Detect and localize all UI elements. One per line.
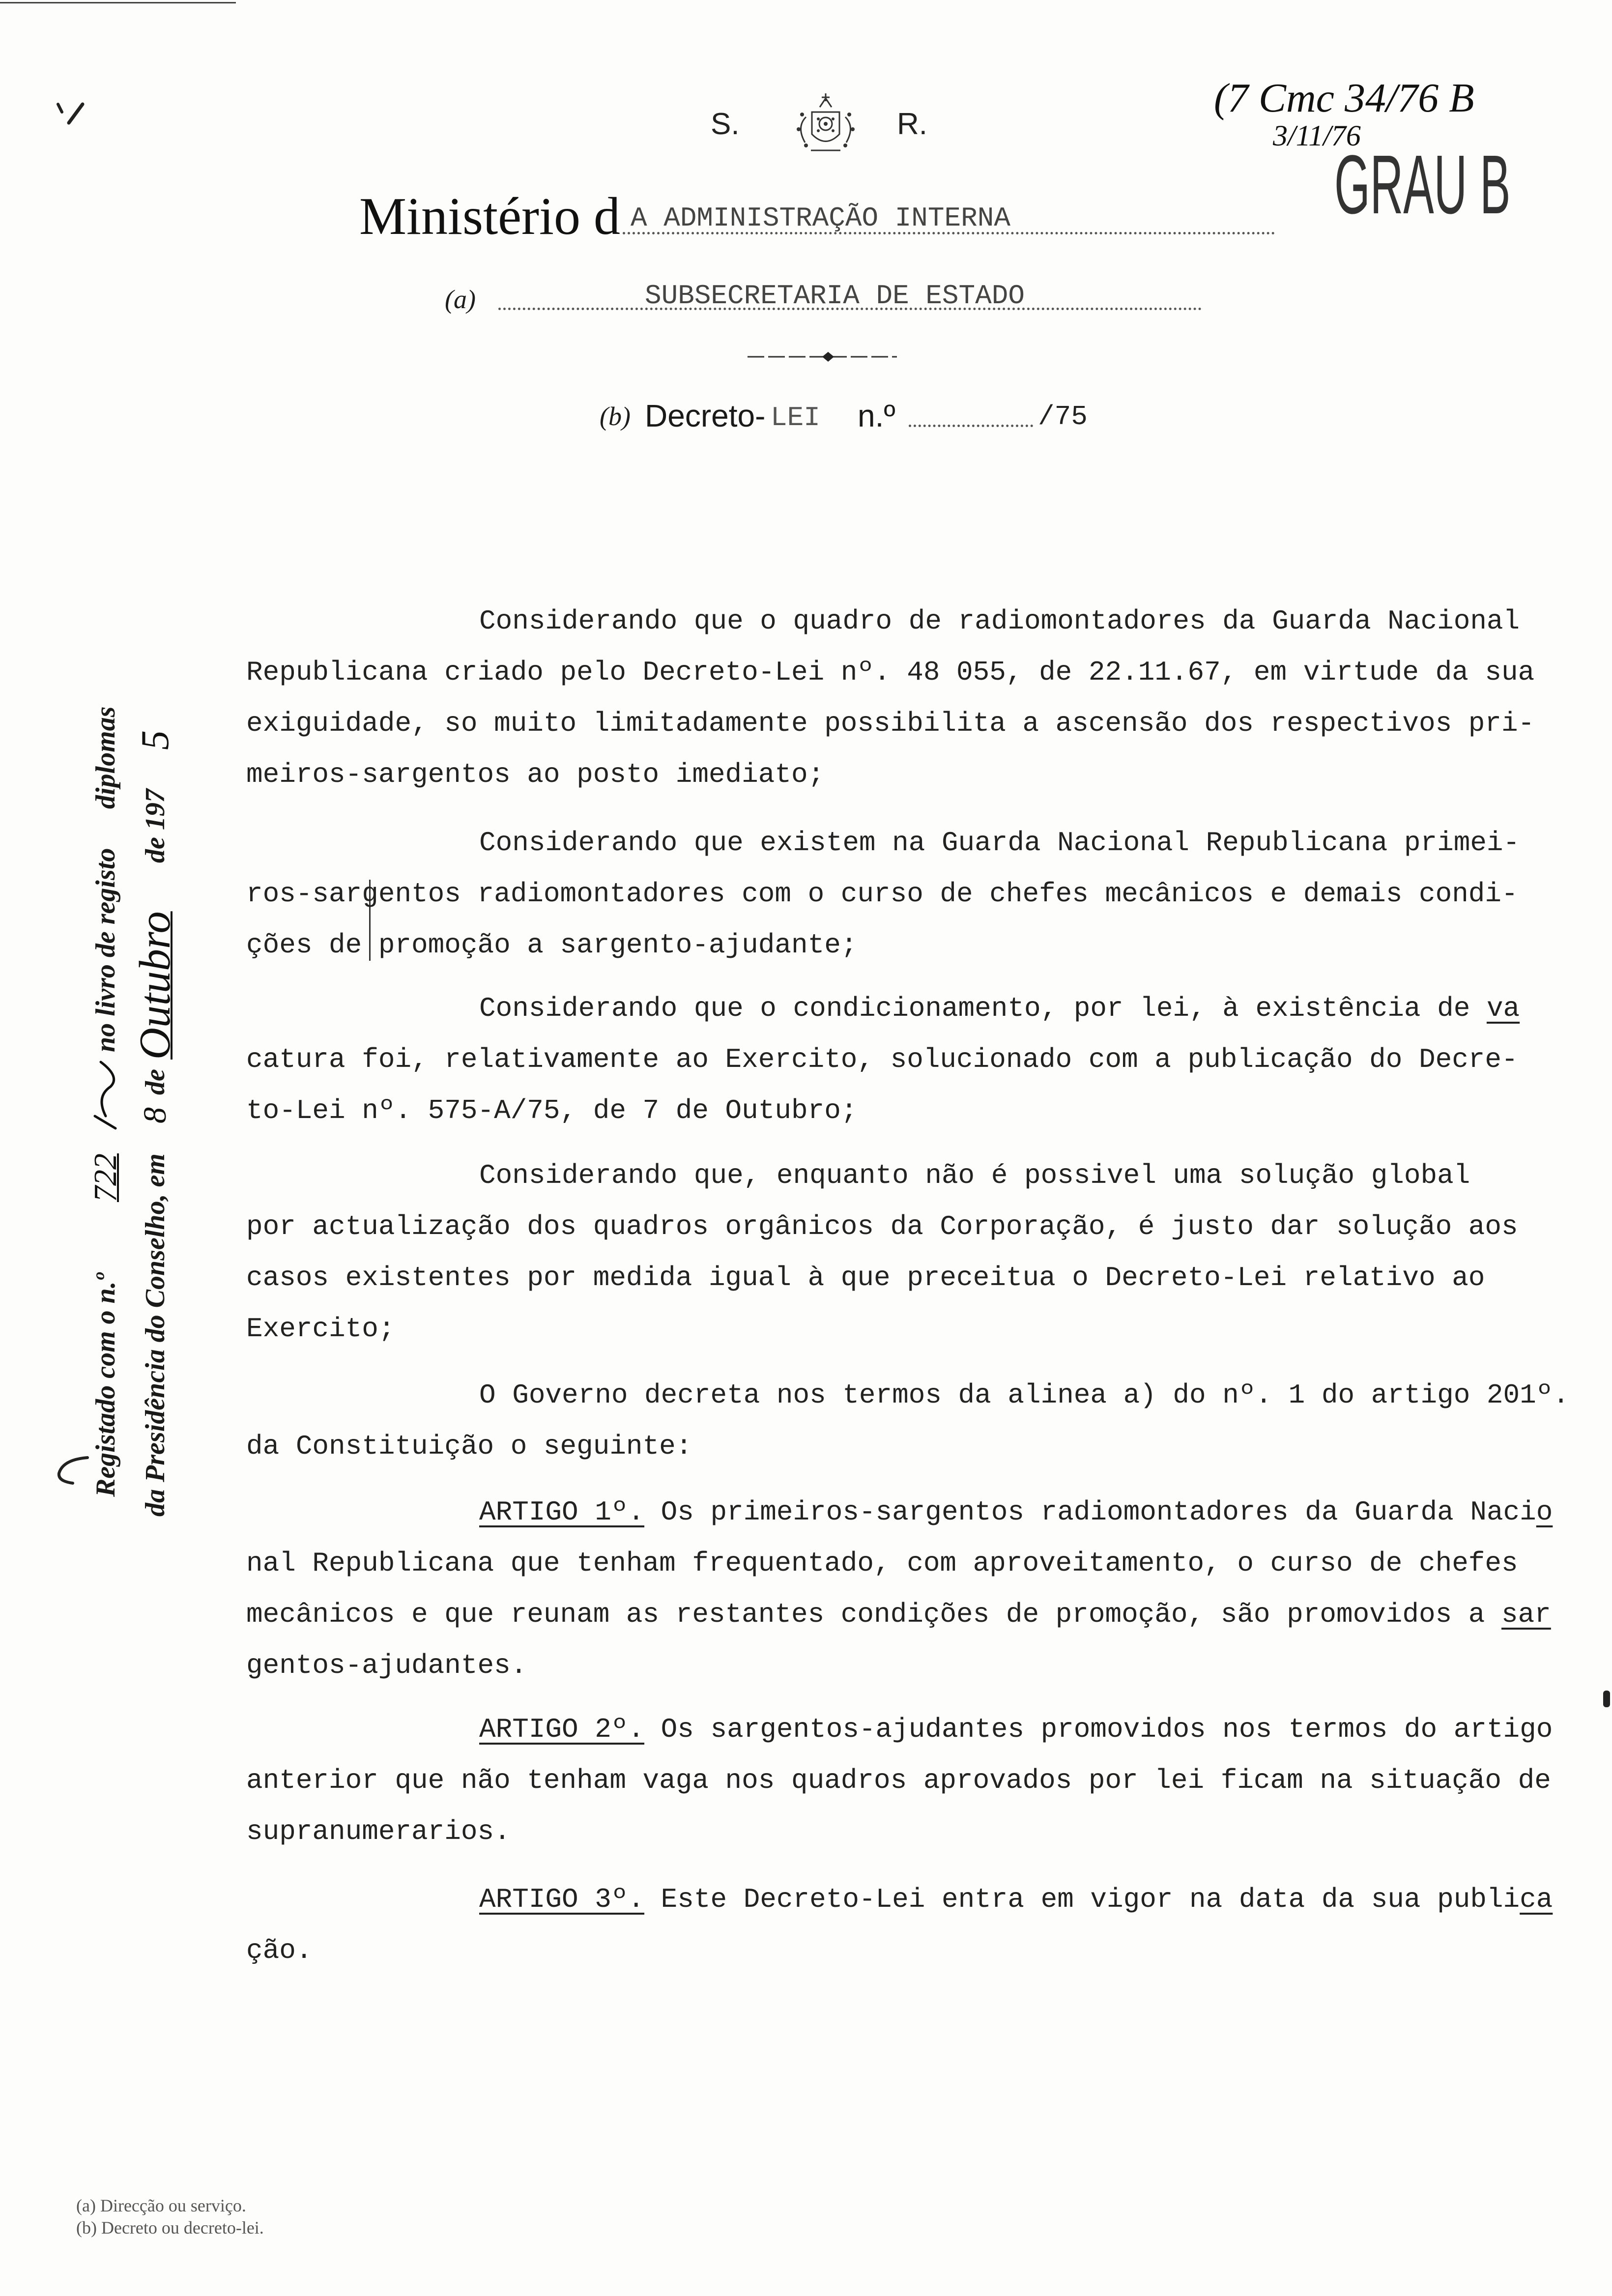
article-heading: ARTIGO 2º. [479, 1714, 645, 1745]
decree-label: Decreto- [645, 398, 766, 433]
footnote-marker-b: (b) [600, 402, 631, 431]
text-line: supranumerarios. [246, 1816, 511, 1847]
text-segment: Este Decreto-Lei entra em vigor na data da sua publi [644, 1884, 1520, 1915]
text-line: exiguidade, so muito limitadamente possibilita a ascensão dos respectivos pri- [246, 708, 1535, 739]
registration-day-handwritten: 8 [137, 1107, 173, 1123]
ministry-name: A ADMINISTRAÇÃO INTERNA [631, 202, 1010, 234]
footnote-marker-a: (a) [445, 285, 476, 314]
text-line: anterior que não tenham vaga nos quadros aprovados por lei ficam na situação de [246, 1765, 1551, 1796]
handwritten-reference: (7 Cmc 34/76 B [1214, 75, 1474, 121]
text-line [479, 1704, 1593, 1755]
registration-year-digit-handwritten: 5 [134, 730, 177, 750]
top-edge-line [0, 2, 236, 3]
department-name: SUBSECRETARIA DE ESTADO [645, 280, 1025, 312]
decree-type: LEI [771, 402, 820, 433]
text-line: por actualização dos quadros orgânicos da Corporação, é justo dar solução aos [246, 1211, 1518, 1242]
text-line: O Governo decreta nos termos da alinea a) do nº. 1 do artigo 201º. [479, 1379, 1569, 1411]
decree-year: /75 [1038, 401, 1088, 432]
text-line: Exercito; [246, 1313, 395, 1345]
registration-number-handwritten: 722 [87, 1153, 123, 1202]
hyphenation-underline: o [1536, 1496, 1553, 1528]
coat-of-arms-icon [777, 87, 875, 161]
text-line: ções de promoção a sargento-ajudante; [246, 929, 858, 961]
hyphenation-underline: va [1486, 993, 1520, 1024]
text-line [479, 1487, 1593, 1538]
handwritten-scribble-icon [91, 1057, 120, 1131]
ornament-divider-icon [748, 351, 897, 363]
text-segment: Os sargentos-ajudantes promovidos nos termos do artigo [644, 1714, 1553, 1745]
text-segment: mecânicos e que reunam as restantes condições de promoção, são promovidos a [246, 1599, 1502, 1630]
footnote-b: (b) Decreto ou decreto-lei. [76, 2218, 264, 2238]
footnote-a: (a) Direcção ou serviço. [76, 2196, 246, 2215]
ministry-prefix: Ministério d [359, 187, 620, 246]
registration-printed-text: Registado com o n.º [90, 1273, 121, 1497]
text-line: meiros-sargentos ao posto imediato; [246, 759, 825, 790]
text-line: ros-sargentos radiomontadores com o curso de chefes mecânicos e demais condi- [246, 878, 1518, 910]
preamble-paragraph-3 [246, 983, 1593, 1136]
text-line: da Constituição o seguinte: [246, 1431, 692, 1462]
registration-printed-text: de [140, 1069, 171, 1095]
grade-stamp: GRAU B [1334, 138, 1511, 231]
preamble-paragraph-1 [246, 596, 1593, 800]
enactment-paragraph [246, 1370, 1593, 1472]
article-3 [246, 1874, 1593, 1976]
hyphenation-underline: ca [1520, 1884, 1553, 1915]
text-line [479, 983, 1593, 1034]
crest-letter-r: R. [897, 107, 927, 141]
text-line: casos existentes por medida igual à que preceitua o Decreto-Lei relativo ao [246, 1262, 1485, 1293]
decree-number-dotted-line [909, 425, 1033, 427]
registration-line-1 [88, 686, 123, 1497]
text-line: gentos-ajudantes. [246, 1650, 527, 1681]
hyphenation-underline: sar [1501, 1599, 1551, 1630]
preamble-paragraph-2 [246, 817, 1593, 971]
pen-mark-icon [54, 97, 88, 127]
article-2 [246, 1704, 1593, 1857]
registration-month-handwritten: Outubro [131, 911, 179, 1060]
margin-bracket-mark-icon [53, 1454, 92, 1486]
text-line [246, 1589, 1593, 1640]
text-line: nal Republicana que tenham frequentado, com aproveitamento, o curso de chefes [246, 1548, 1518, 1579]
registration-printed-text: da Presidência do Conselho, em [140, 1153, 171, 1517]
article-1 [246, 1487, 1593, 1691]
decree-number-label: n.º [858, 398, 895, 433]
text-line: to-Lei nº. 575-A/75, de 7 de Outubro; [246, 1095, 858, 1126]
text-line: Republicana criado pelo Decreto-Lei nº. 48 055, de 22.11.67, em virtude da sua [246, 657, 1535, 688]
registration-line-2 [131, 689, 179, 1517]
text-line: ção. [246, 1935, 313, 1966]
crest-letter-s: S. [711, 107, 740, 141]
text-segment: Os primeiros-sargentos radiomontadores da Guarda Naci [644, 1496, 1536, 1528]
text-line: catura foi, relativamente ao Exercito, solucionado com a publicação do Decre- [246, 1044, 1518, 1075]
registration-printed-text: diplomas [90, 706, 121, 809]
text-line: Considerando que, enquanto não é possivel uma solução global [479, 1160, 1470, 1191]
text-line [479, 1874, 1593, 1925]
text-segment: Considerando que o condicionamento, por lei, à existência de [479, 993, 1487, 1024]
text-line: Considerando que existem na Guarda Nacional Republicana primei- [479, 827, 1520, 859]
registration-printed-text: de 197 [140, 789, 171, 863]
preamble-paragraph-4 [246, 1150, 1593, 1354]
handwritten-date: 3/11/76 [1273, 119, 1361, 152]
article-heading: ARTIGO 1º. [479, 1496, 645, 1528]
article-heading: ARTIGO 3º. [479, 1884, 645, 1915]
registration-printed-text: no livro de registo [90, 848, 121, 1052]
text-line: Considerando que o quadro de radiomontadores da Guarda Nacional [479, 605, 1520, 637]
scan-artifact [1603, 1691, 1610, 1707]
